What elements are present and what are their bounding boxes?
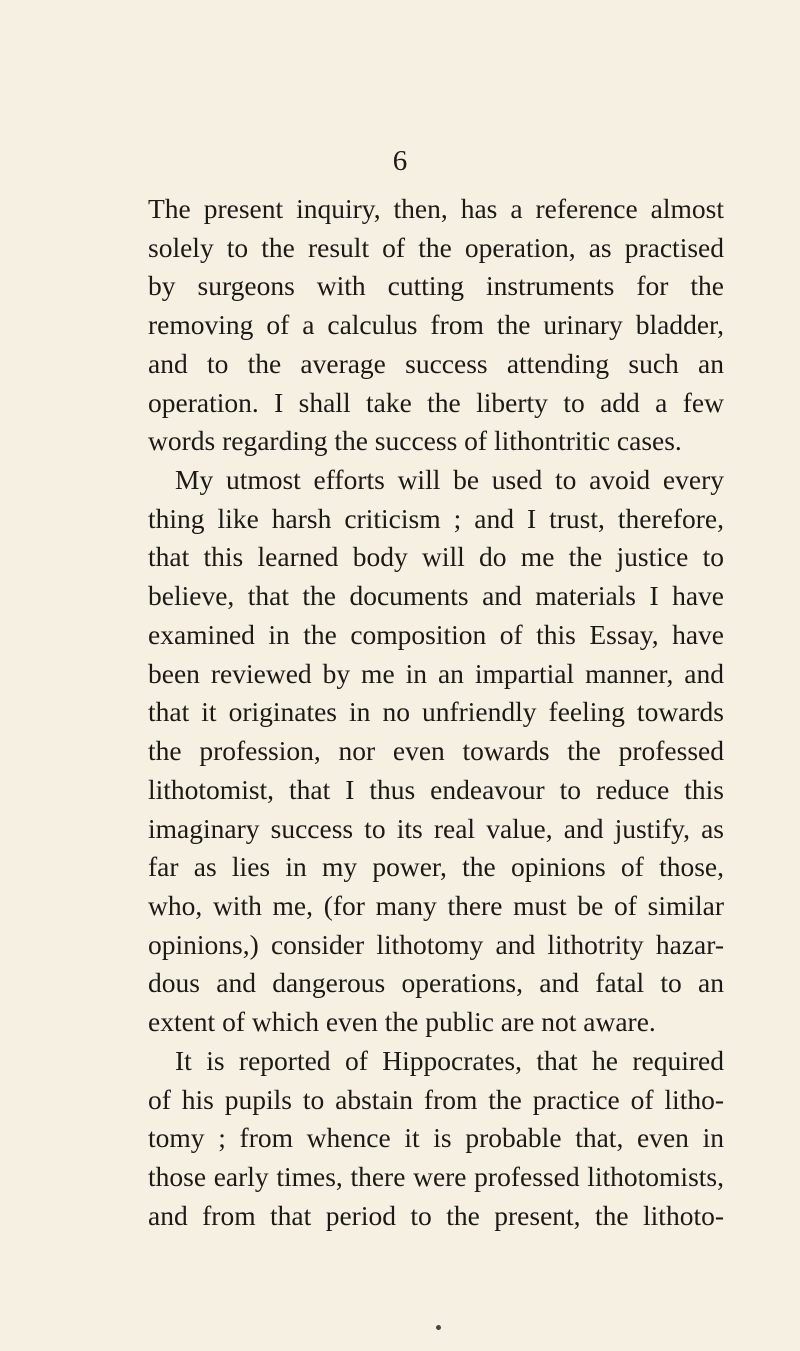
- text-line: who, with me, (for many there must be of similar: [148, 889, 724, 921]
- text-line: that this learned body will do me the justice to: [148, 541, 724, 573]
- text-line: extent of which even the public are not aware.: [148, 1006, 656, 1038]
- ink-speck: [435, 1324, 441, 1330]
- text-line: the profession, nor even towards the professed: [148, 735, 724, 767]
- text-line: those early times, there were professed lithotomists,: [148, 1160, 724, 1192]
- text-line: removing of a calculus from the urinary bladder,: [148, 309, 724, 341]
- text-line: lithotomist, that I thus endeavour to reduce this: [148, 773, 724, 805]
- text-line: It is reported of Hippocrates, that he required: [175, 1044, 724, 1076]
- text-line: and to the average success attending such an: [148, 347, 724, 379]
- text-line: imaginary success to its real value, and justify, as: [148, 812, 724, 844]
- page-number: 6: [392, 145, 408, 177]
- text-line: by surgeons with cutting instruments for the: [148, 270, 724, 302]
- text-line: dous and dangerous operations, and fatal to an: [148, 967, 724, 999]
- text-line: operation. I shall take the liberty to add a few: [148, 386, 724, 418]
- text-line: that it originates in no unfriendly feeling towards: [148, 696, 724, 728]
- body-text: [148, 190, 724, 1235]
- text-line: far as lies in my power, the opinions of those,: [148, 851, 724, 883]
- text-line: tomy ; from whence it is probable that, even in: [148, 1122, 724, 1154]
- text-line: and from that period to the present, the lithoto-: [148, 1199, 724, 1231]
- text-line: believe, that the documents and materials I have: [148, 580, 724, 612]
- text-line: words regarding the success of lithontritic cases.: [148, 425, 682, 457]
- text-line: thing like harsh criticism ; and I trust, therefore,: [148, 502, 724, 534]
- text-line: opinions,) consider lithotomy and lithotrity hazar-: [148, 928, 724, 960]
- text-line: The present inquiry, then, has a reference almost: [148, 193, 724, 224]
- text-line: solely to the result of the operation, as practised: [148, 231, 724, 263]
- text-line: been reviewed by me in an impartial manner, and: [148, 657, 724, 689]
- text-line: My utmost efforts will be used to avoid every: [175, 464, 724, 496]
- text-line: of his pupils to abstain from the practice of litho-: [148, 1083, 724, 1115]
- text-line: examined in the composition of this Essay, have: [148, 618, 724, 650]
